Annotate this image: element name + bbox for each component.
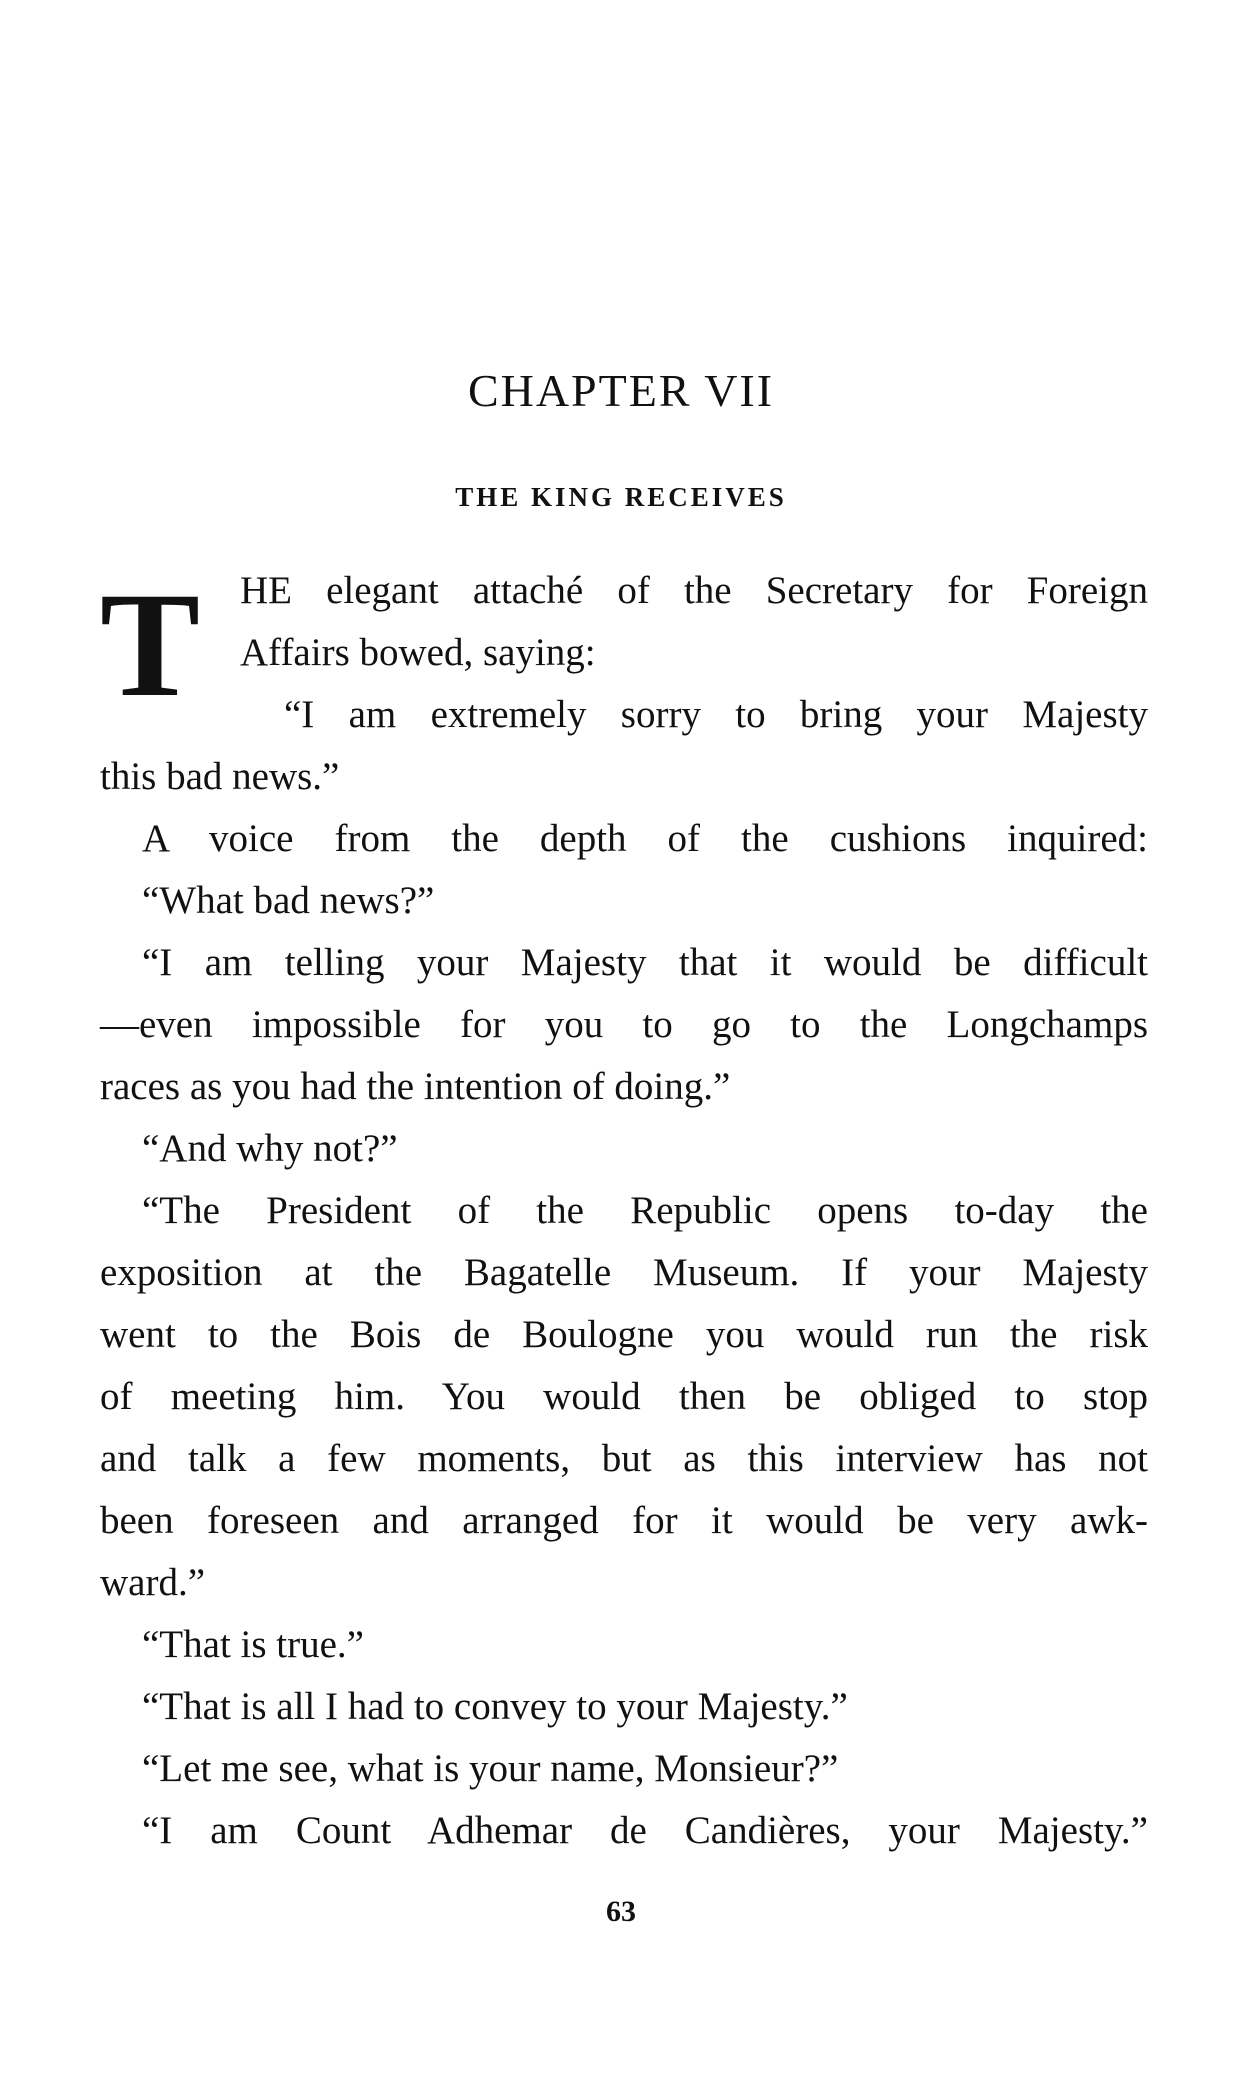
text-line: exposition at the Bagatelle Museum. If your Majesty — [100, 1251, 1148, 1294]
text-line: “Let me see, what is your name, Monsieur?” — [142, 1747, 839, 1790]
text-line: “I am Count Adhemar de Candières, your Majesty.” — [142, 1809, 1148, 1852]
body-text — [100, 560, 1148, 1862]
text-line: “What bad news?” — [142, 879, 435, 922]
text-line: HE elegant attaché of the Secretary for Foreign — [240, 569, 1148, 612]
text-line: went to the Bois de Boulogne you would run the risk — [100, 1313, 1148, 1356]
text-line: “That is true.” — [142, 1623, 364, 1666]
text-line: this bad news.” — [100, 755, 340, 798]
page-number: 63 — [606, 1895, 636, 1928]
chapter-title: THE KING RECEIVES — [455, 482, 787, 512]
text-line: of meeting him. You would then be obliged to stop — [100, 1375, 1148, 1418]
text-line: “The President of the Republic opens to-day the — [142, 1189, 1148, 1232]
text-line: “I am extremely sorry to bring your Majesty — [284, 693, 1148, 736]
text-line: A voice from the depth of the cushions inquired: — [142, 817, 1148, 860]
text-line: —even impossible for you to go to the Longchamps — [100, 1003, 1148, 1046]
text-line: ward.” — [100, 1561, 206, 1604]
text-line: been foreseen and arranged for it would be very awk- — [100, 1499, 1148, 1542]
text-line: “That is all I had to convey to your Majesty.” — [142, 1685, 848, 1728]
text-line: “I am telling your Majesty that it would be difficult — [142, 941, 1148, 984]
text-line: races as you had the intention of doing.” — [100, 1065, 731, 1108]
text-line: and talk a few moments, but as this interview has not — [100, 1437, 1148, 1480]
text-line: Affairs bowed, saying: — [240, 631, 596, 674]
chapter-number: CHAPTER VII — [467, 365, 775, 416]
drop-cap-letter: T — [100, 562, 201, 728]
text-line: “And why not?” — [142, 1127, 398, 1170]
